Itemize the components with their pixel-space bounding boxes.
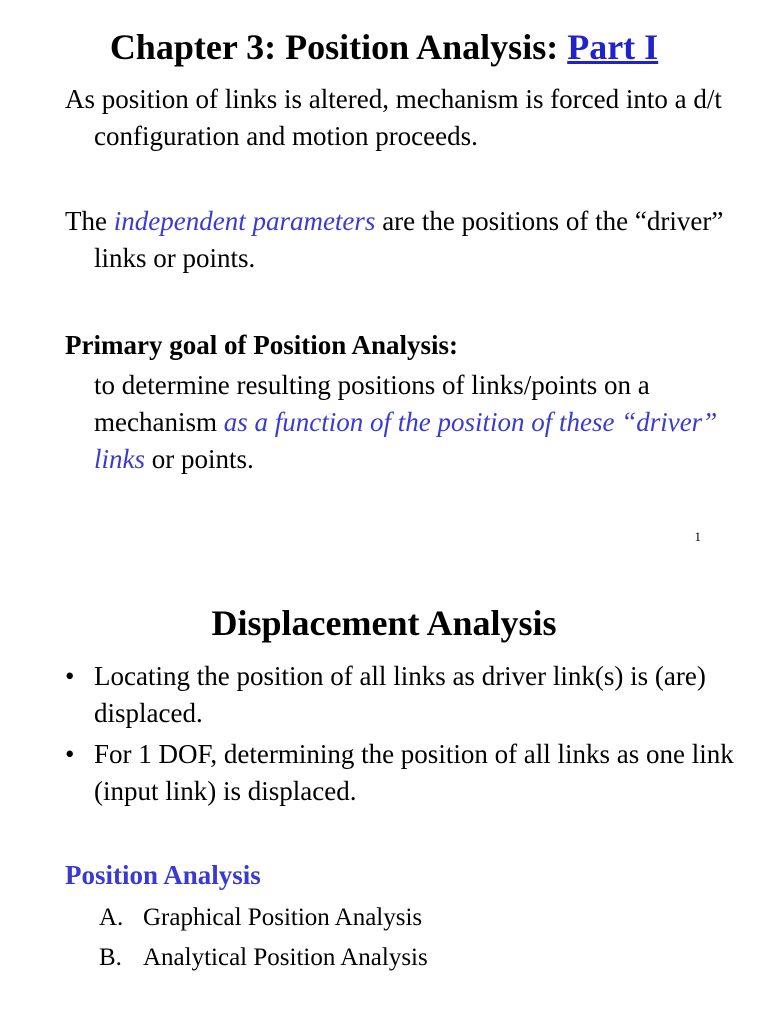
title-prefix: Chapter 3: Position Analysis: [109,27,568,67]
position-analysis-subheading: Position Analysis [65,860,261,890]
goal-body-post: or points. [145,444,254,474]
bullet-dot-icon: • [65,661,75,691]
paragraph-position-altered: As position of links is altered, mechanism is forced into a d/t configuration and motion proceeds. [65,84,722,151]
list-letter: A. [99,904,124,931]
independent-parameters-highlight: independent parameters [113,206,376,236]
goal-heading: Primary goal of Position Analysis: [65,330,458,360]
page-number: 1 [694,529,701,544]
list-item [99,901,422,935]
list-letter: B. [99,944,122,971]
slide-2-title: Displacement Analysis [211,603,557,643]
list-text: Graphical Position Analysis [143,904,423,931]
bullet-item [65,736,745,810]
slide-1-title [0,29,768,65]
goal-body-highlight: as a function of the position of these “driver” links [94,407,718,474]
bullet-item [65,658,745,732]
bullet-text: For 1 DOF, determining the position of all links as one link (input link) is displaced. [94,739,734,806]
goal-body-pre: to determine resulting positions of links/points on a mechanism [94,370,650,437]
goal-body [94,367,744,478]
list-item [99,941,428,975]
bullet-dot-icon: • [65,739,75,769]
slide-2 [0,560,768,1024]
paragraph-independent-parameters [65,203,768,277]
bullet-text: Locating the position of all links as driver link(s) is (are) displaced. [94,661,706,728]
part-i-link[interactable]: Part I [567,27,659,67]
para2-post: are the positions of the “driver” links or points. [94,206,724,273]
para2-pre: The [65,206,114,236]
list-text: Analytical Position Analysis [143,944,428,971]
